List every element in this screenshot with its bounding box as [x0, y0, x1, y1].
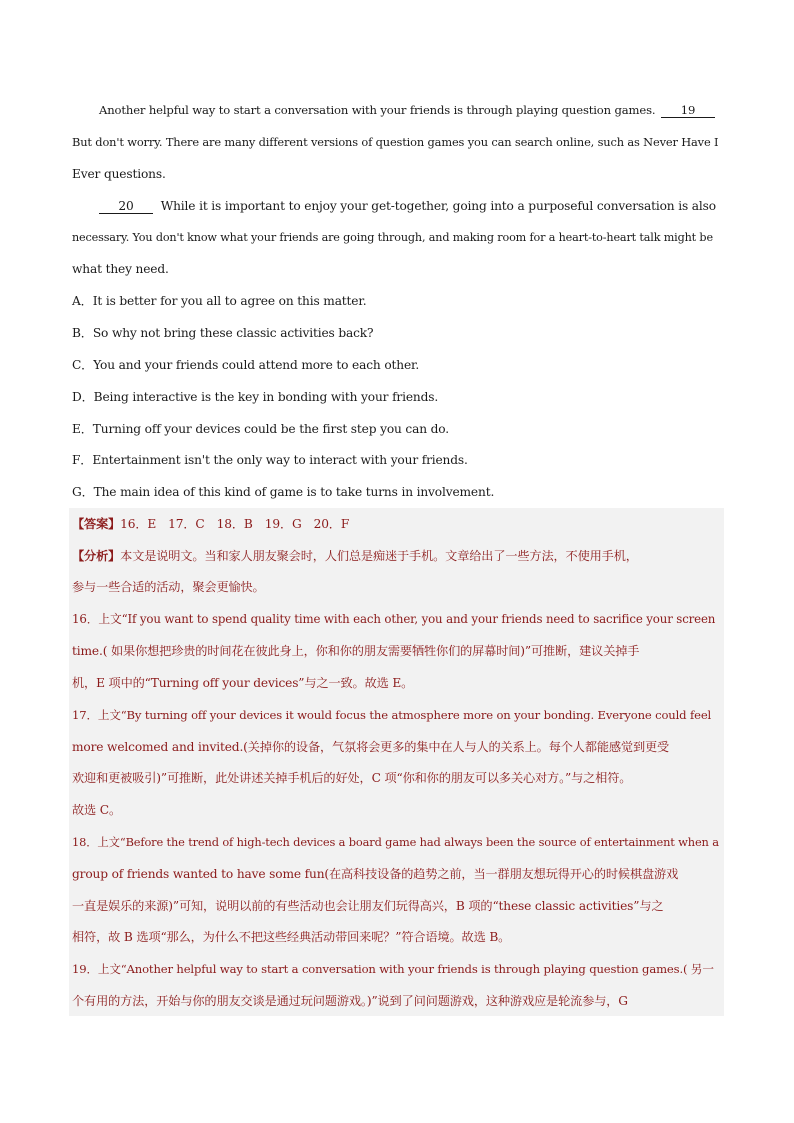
analysis-line: 参与一些合适的活动，聚会更愉快。	[72, 580, 265, 594]
explanation-line: 欢迎和更被吸引)”可推断，此处讲述关掉手机后的好处，C 项“你和你的朋友可以多关心对方。”与之相符。	[72, 771, 632, 785]
answer-line	[72, 516, 722, 532]
explanation-line: 故选 C。	[72, 803, 122, 817]
blank-20: 20	[99, 199, 153, 214]
blank-19: 19	[661, 103, 715, 118]
explanation-line: 机，E 项中的“Turning off your devices”与之一致。故选 E。	[72, 676, 414, 690]
passage-line: necessary. You don't know what your friends are going through, and making room for a heart-to-heart talk might be	[72, 231, 713, 244]
answer-label: 【答案】	[72, 517, 121, 531]
explanation-line: 个有用的方法，开始与你的朋友交谈是通过玩问题游戏。)”说到了问问题游戏，这种游戏应是轮流参与，G	[72, 994, 628, 1008]
explanation-line: 16．上文“If you want to spend quality time with each other, you and your friends need to sacrifice your screen	[72, 612, 716, 626]
passage-text: Another helpful way to start a conversation with your friends is through playing question games.	[99, 103, 656, 117]
explanation-line: 18．上文“Before the trend of high-tech devices a board game had always been the source of entertainment when a	[72, 835, 719, 849]
passage-line: But don't worry. There are many different versions of question games you can search online, such as Never Have I	[72, 135, 719, 149]
option-b: B．So why not bring these classic activities back?	[72, 326, 374, 340]
option-d: D．Being interactive is the key in bonding with your friends.	[72, 390, 439, 404]
option-e: E．Turning off your devices could be the first step you can do.	[72, 422, 449, 436]
option-f: F．Entertainment isn't the only way to interact with your friends.	[72, 453, 468, 467]
option-g: G．The main idea of this kind of game is to take turns in involvement.	[72, 485, 495, 499]
explanation-line: 17．上文“By turning off your devices it would focus the atmosphere more on your bonding. Everyone could feel	[72, 708, 712, 722]
explanation-line: 19．上文“Another helpful way to start a conversation with your friends is through playing question games.( 另一	[72, 962, 714, 976]
explanation-line: 一直是娱乐的来源)”可知，说明以前的有些活动也会让朋友们玩得高兴，B 项的“these classic activities”与之	[72, 899, 664, 913]
analysis-text: 本文是说明文。当和家人朋友聚会时，人们总是痴迷于手机。文章给出了一些方法，不使用手机，	[120, 549, 638, 563]
passage-line: Ever questions.	[72, 167, 166, 181]
explanation-line: 相符，故 B 选项“那么，为什么不把这些经典活动带回来呢？”符合语境。故选 B。	[72, 930, 511, 944]
analysis-line	[72, 548, 722, 564]
answer-text: 16．E 17．C 18．B 19．G 20．F	[120, 517, 350, 531]
passage-text: While it is important to enjoy your get-together, going into a purposeful conversation is also	[160, 199, 716, 213]
explanation-line: time.( 如果你想把珍贵的时间花在彼此身上，你和你的朋友需要牺牲你们的屏幕时间)”可推断，建议关掉手	[72, 644, 640, 658]
analysis-label: 【分析】	[72, 549, 121, 563]
option-a: A．It is better for you all to agree on this matter.	[72, 294, 367, 308]
passage-line: what they need.	[72, 262, 169, 276]
passage-line	[99, 198, 722, 214]
explanation-line: group of friends wanted to have some fun(在高科技设备的趋势之前，当一群朋友想玩得开心的时候棋盘游戏	[72, 867, 679, 881]
option-c: C．You and your friends could attend more to each other.	[72, 358, 420, 372]
explanation-line: more welcomed and invited.(关掉你的设备，气氛将会更多的集中在人与人的关系上。每个人都能感觉到更受	[72, 740, 670, 754]
passage-line	[99, 102, 722, 118]
